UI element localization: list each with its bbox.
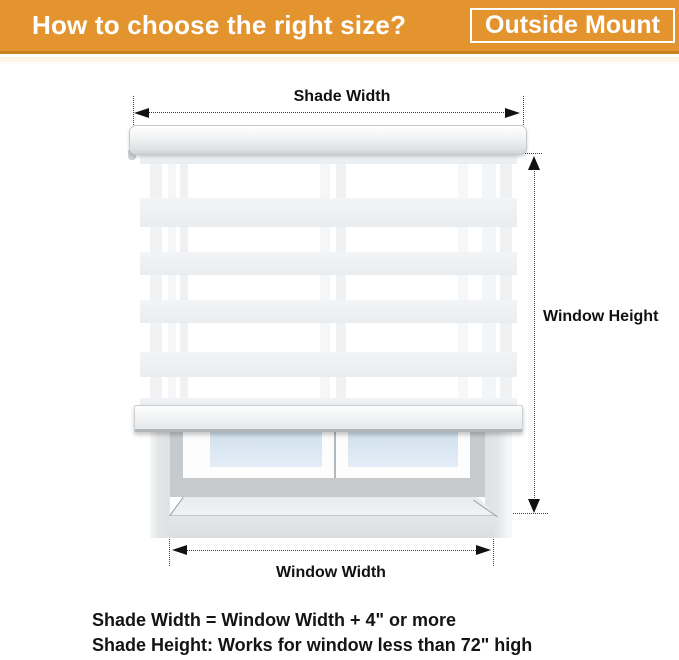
fabric-solid-band bbox=[140, 198, 517, 227]
banner-bottom-glow bbox=[0, 57, 679, 65]
arrowhead-right-icon bbox=[476, 545, 491, 555]
shade-headrail bbox=[129, 125, 527, 155]
window-height-line bbox=[534, 158, 535, 504]
window-height-label: Window Height bbox=[543, 308, 659, 325]
fabric-solid-band bbox=[140, 398, 517, 405]
header-banner bbox=[0, 0, 679, 54]
sizing-notes bbox=[92, 608, 532, 658]
window-sill-front bbox=[169, 515, 495, 538]
fabric-solid-band bbox=[140, 252, 517, 275]
window-casing-left bbox=[150, 432, 170, 538]
arrowhead-left-icon bbox=[172, 545, 187, 555]
page-title: How to choose the right size? bbox=[32, 10, 407, 40]
arrowhead-up-icon bbox=[528, 156, 540, 170]
window-mullion bbox=[334, 432, 336, 478]
window-width-label: Window Width bbox=[276, 564, 386, 581]
fabric-solid-band bbox=[140, 300, 517, 323]
zebra-shade-fabric bbox=[140, 155, 517, 405]
arrowhead-down-icon bbox=[528, 499, 540, 513]
glass-pane-left bbox=[210, 432, 322, 467]
note-line-1: Shade Width = Window Width + 4" or more bbox=[92, 610, 457, 630]
glass-pane-right bbox=[348, 432, 458, 467]
shade-width-line bbox=[146, 112, 510, 113]
shade-width-extension-right bbox=[523, 96, 524, 125]
window-width-line bbox=[182, 550, 480, 551]
window-sill-top bbox=[169, 497, 495, 515]
shade-width-label: Shade Width bbox=[293, 88, 391, 105]
arrowhead-right-icon bbox=[505, 108, 520, 118]
note-line-2: Shade Height: Works for window less than 72" high bbox=[92, 635, 533, 655]
fabric-solid-band bbox=[140, 155, 517, 164]
outside-mount-badge: Outside Mount bbox=[470, 8, 675, 43]
arrowhead-left-icon bbox=[134, 108, 149, 118]
fabric-solid-band bbox=[140, 352, 517, 377]
shade-bottom-rail bbox=[134, 405, 523, 432]
